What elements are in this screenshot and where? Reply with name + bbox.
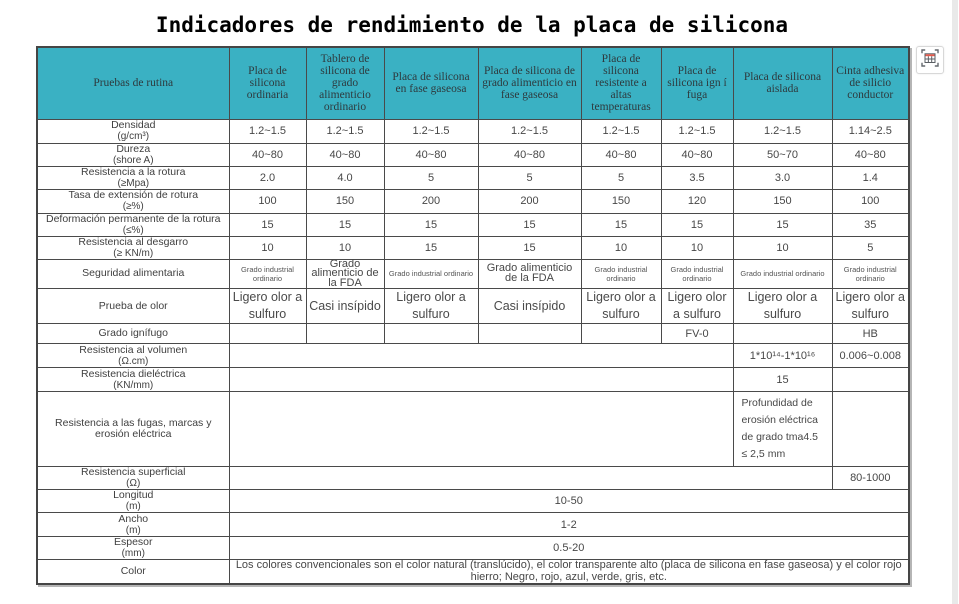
table-row [37, 368, 909, 392]
table-row [37, 490, 909, 513]
row-label[interactable]: Ancho (m) [37, 513, 229, 537]
row-label[interactable]: Resistencia al desgarro (≥ KN/m) [37, 236, 229, 259]
row-label[interactable]: Resistencia a la rotura (≥Mpa) [37, 166, 229, 189]
table-row [37, 324, 909, 344]
row-label[interactable]: Longitud (m) [37, 490, 229, 513]
table-cell[interactable] [384, 324, 478, 344]
table-cell[interactable]: Grado industrial ordinario [229, 259, 306, 289]
table-cell[interactable]: 100 [832, 189, 909, 213]
table-cell[interactable]: 10 [661, 236, 733, 259]
table-cell[interactable]: 150 [581, 189, 661, 213]
table-cell[interactable]: 1*10¹⁴-1*10¹⁶ [733, 344, 832, 368]
table-cell[interactable]: 1.2~1.5 [478, 119, 581, 143]
table-row [37, 344, 909, 368]
table-cell[interactable] [229, 467, 832, 490]
table-cell[interactable]: 15 [306, 213, 384, 236]
table-cell[interactable]: 4.0 [306, 166, 384, 189]
table-cell[interactable]: 15 [581, 213, 661, 236]
column-header-pruebas-de-rutina[interactable]: Pruebas de rutina [37, 47, 229, 119]
table-cell[interactable]: Profundidad de erosión eléctrica de grado tma4.5 ≤ 2,5 mm [733, 392, 832, 467]
table-cell[interactable]: 10 [581, 236, 661, 259]
table-cell[interactable]: 5 [384, 166, 478, 189]
row-label[interactable]: Seguridad alimentaria [37, 259, 229, 289]
table-cell[interactable]: 120 [661, 189, 733, 213]
table-cell[interactable]: 80-1000 [832, 467, 909, 490]
table-cell[interactable]: Grado industrial ordinario [661, 259, 733, 289]
table-cell[interactable]: FV-0 [661, 324, 733, 344]
column-header[interactable]: Cinta adhesiva de silicio conductor [832, 47, 909, 119]
table-row [37, 392, 909, 467]
column-header[interactable]: Placa de silicona de grado alimenticio en fase gaseosa [478, 47, 581, 119]
table-body [37, 119, 909, 584]
row-label[interactable]: Espesor (mm) [37, 537, 229, 560]
table-row [37, 560, 909, 585]
table-cell[interactable]: Casi insípido [478, 289, 581, 324]
column-header[interactable]: Placa de silicona ign í fuga [661, 47, 733, 119]
table-cell[interactable]: Los colores convencionales son el color natural (translúcido), el color transparente alto (placa de silicona en fase gaseosa) y el color rojo hierro; Negro, rojo, azul, verde, gris, etc. [229, 560, 909, 585]
table-row [37, 513, 909, 537]
table-row [37, 289, 909, 324]
table-cell[interactable]: Grado industrial ordinario [384, 259, 478, 289]
row-label[interactable]: Resistencia superficial (Ω) [37, 467, 229, 490]
performance-table-container [36, 46, 910, 585]
table-cell[interactable]: 150 [733, 189, 832, 213]
table-cell[interactable]: 5 [832, 236, 909, 259]
table-row [37, 537, 909, 560]
table-cell[interactable]: 35 [832, 213, 909, 236]
header-row [37, 47, 909, 119]
page-title: Indicadores de rendimiento de la placa de silicona [155, 13, 789, 37]
column-header[interactable]: Placa de silicona en fase gaseosa [384, 47, 478, 119]
table-cell[interactable]: 1.14~2.5 [832, 119, 909, 143]
table-row [37, 236, 909, 259]
table-cell[interactable]: 10 [229, 236, 306, 259]
column-header[interactable]: Placa de silicona resistente a altas temperaturas [581, 47, 661, 119]
row-label[interactable]: Dureza (shore A) [37, 143, 229, 166]
table-cell[interactable]: 200 [478, 189, 581, 213]
table-cell[interactable]: 40~80 [661, 143, 733, 166]
table-cell[interactable] [229, 344, 733, 368]
table-row [37, 166, 909, 189]
table-cell[interactable]: 200 [384, 189, 478, 213]
table-cell[interactable]: 40~80 [832, 143, 909, 166]
table-cell[interactable]: 40~80 [384, 143, 478, 166]
table-cell[interactable]: Grado industrial ordinario [832, 259, 909, 289]
row-label[interactable]: Deformación permanente de la rotura (≤%) [37, 213, 229, 236]
table-cell[interactable]: 5 [478, 166, 581, 189]
table-cell[interactable]: Ligero olor a sulfuro [229, 289, 306, 324]
table-cell[interactable]: HB [832, 324, 909, 344]
row-label[interactable]: Resistencia a las fugas, marcas y erosión eléctrica [37, 392, 229, 467]
table-cell[interactable]: Casi insípido [306, 289, 384, 324]
table-cell[interactable]: 15 [384, 213, 478, 236]
table-fullscreen-button[interactable] [916, 46, 944, 74]
table-cell[interactable]: Grado industrial ordinario [581, 259, 661, 289]
column-header[interactable]: Tablero de silicona de grado alimenticio ordinario [306, 47, 384, 119]
table-cell[interactable]: 2.0 [229, 166, 306, 189]
table-cell[interactable]: 15 [733, 213, 832, 236]
row-label[interactable]: Color [37, 560, 229, 585]
table-cell[interactable]: 0.5-20 [229, 537, 909, 560]
table-cell[interactable]: 15 [661, 213, 733, 236]
table-cell[interactable] [832, 368, 909, 392]
table-row [37, 467, 909, 490]
table-cell[interactable] [306, 324, 384, 344]
table-cell[interactable]: 40~80 [229, 143, 306, 166]
table-cell[interactable] [832, 392, 909, 467]
table-cell[interactable]: 40~80 [478, 143, 581, 166]
table-cell[interactable]: 15 [229, 213, 306, 236]
table-cell[interactable]: 1.2~1.5 [733, 119, 832, 143]
row-label[interactable]: Grado ignífugo [37, 324, 229, 344]
table-cell[interactable]: 150 [306, 189, 384, 213]
table-cell[interactable] [581, 324, 661, 344]
table-row [37, 259, 909, 289]
row-label[interactable]: Prueba de olor [37, 289, 229, 324]
table-cell[interactable]: 1.4 [832, 166, 909, 189]
column-header[interactable]: Placa de silicona aislada [733, 47, 832, 119]
table-cell[interactable]: 1-2 [229, 513, 909, 537]
table-cell[interactable]: 15 [478, 213, 581, 236]
table-cell[interactable] [733, 324, 832, 344]
table-cell[interactable]: 15 [733, 368, 832, 392]
table-cell[interactable]: 10 [733, 236, 832, 259]
table-cell[interactable]: 40~80 [581, 143, 661, 166]
row-label[interactable]: Tasa de extensión de rotura (≥%) [37, 189, 229, 213]
table-cell[interactable]: 1.2~1.5 [581, 119, 661, 143]
table-cell[interactable]: 15 [478, 236, 581, 259]
table-cell[interactable] [478, 324, 581, 344]
table-cell[interactable]: Ligero olor a sulfuro [661, 289, 733, 324]
table-select-icon [921, 49, 939, 72]
table-cell[interactable]: Grado alimenticio de la FDA [306, 259, 384, 289]
table-cell[interactable]: 1.2~1.5 [306, 119, 384, 143]
table-cell[interactable]: Grado alimenticio de la FDA [478, 259, 581, 289]
row-label[interactable]: Resistencia al volumen (Ω.cm) [37, 344, 229, 368]
table-cell[interactable]: Grado industrial ordinario [733, 259, 832, 289]
column-header[interactable]: Placa de silicona ordinaria [229, 47, 306, 119]
table-cell[interactable]: 3.0 [733, 166, 832, 189]
table-row [37, 143, 909, 166]
table-row [37, 213, 909, 236]
table-row [37, 189, 909, 213]
table-cell[interactable]: Ligero olor a sulfuro [832, 289, 909, 324]
table-cell[interactable]: 15 [384, 236, 478, 259]
table-row [37, 119, 909, 143]
table-cell[interactable]: Ligero olor a sulfuro [384, 289, 478, 324]
table-cell[interactable]: 10 [306, 236, 384, 259]
table-cell[interactable]: 40~80 [306, 143, 384, 166]
table-cell[interactable]: 0.006~0.008 [832, 344, 909, 368]
table-cell[interactable]: 100 [229, 189, 306, 213]
performance-table [36, 46, 910, 585]
table-cell[interactable]: 50~70 [733, 143, 832, 166]
table-cell[interactable]: 10-50 [229, 490, 909, 513]
table-cell[interactable]: Ligero olor a sulfuro [733, 289, 832, 324]
row-label[interactable]: Resistencia dieléctrica (KN/mm) [37, 368, 229, 392]
table-cell[interactable]: 1.2~1.5 [384, 119, 478, 143]
table-cell[interactable]: 1.2~1.5 [229, 119, 306, 143]
table-cell[interactable]: 1.2~1.5 [661, 119, 733, 143]
table-cell[interactable]: Ligero olor a sulfuro [581, 289, 661, 324]
vertical-scrollbar[interactable] [952, 0, 958, 604]
table-cell[interactable]: 3.5 [661, 166, 733, 189]
table-cell[interactable] [229, 324, 306, 344]
table-cell[interactable] [229, 368, 733, 392]
row-label[interactable]: Densidad (g/cm³) [37, 119, 229, 143]
table-cell[interactable]: 5 [581, 166, 661, 189]
table-cell[interactable] [229, 392, 733, 467]
